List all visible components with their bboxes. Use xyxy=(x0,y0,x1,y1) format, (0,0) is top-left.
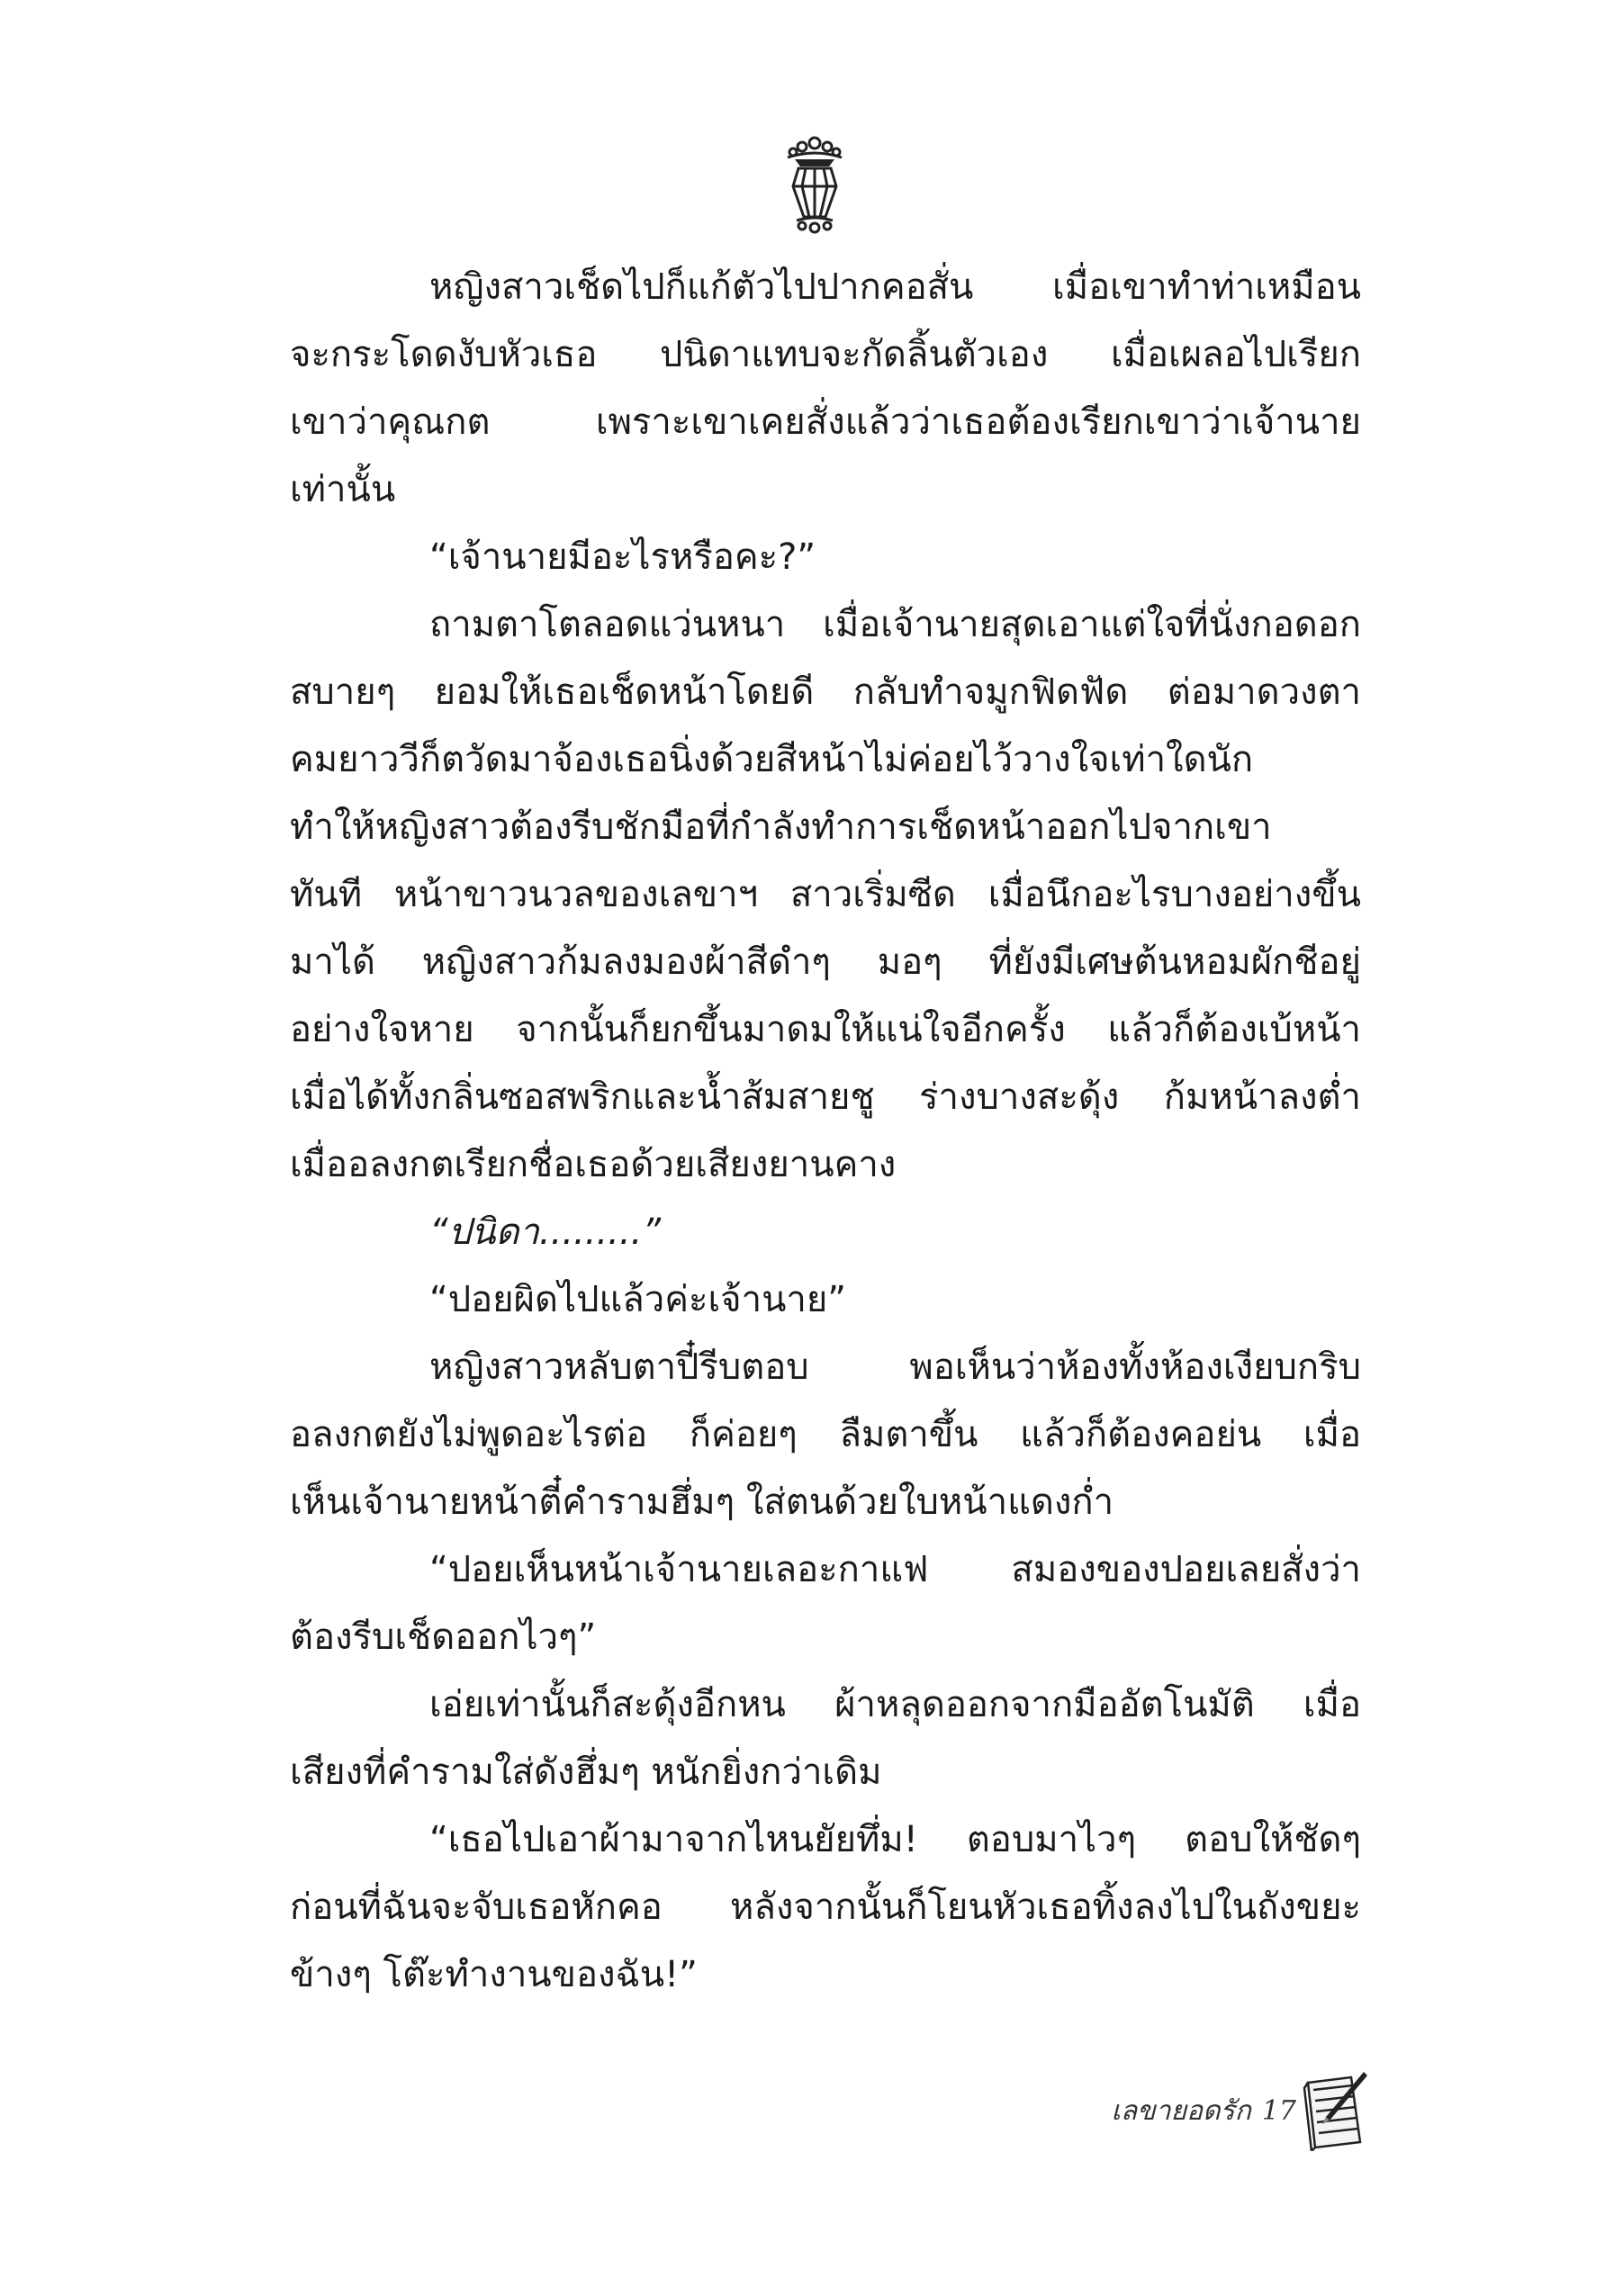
text-line: ถามตาโตลอดแว่นหนา เมื่อเจ้านายสุดเอาแต่ใจที่นั่งกอดอก xyxy=(429,604,1361,645)
page-number: 17 xyxy=(1261,2095,1296,2127)
text-line: เขาว่าคุณกต เพราะเขาเคยสั่งแล้วว่าเธอต้องเรียกเขาว่าเจ้านาย xyxy=(290,401,1361,443)
text-line: เอ่ยเท่านั้นก็สะดุ้งอีกหน ผ้าหลุดออกจากมืออัตโนมัติ เมื่อ xyxy=(429,1684,1361,1725)
text-line: “ปอยผิดไปแล้วค่ะเจ้านาย” xyxy=(429,1279,847,1320)
text-line: เมื่ออลงกตเรียกชื่อเธอด้วยเสียงยานคาง xyxy=(290,1144,897,1185)
text-line: ต้องรีบเช็ดออกไวๆ” xyxy=(290,1616,597,1658)
page-footer xyxy=(1062,2070,1368,2151)
text-line: อย่างใจหาย จากนั้นก็ยกขึ้นมาดมให้แน่ใจอีกครั้ง แล้วก็ต้องเบ้หน้า xyxy=(290,1009,1361,1050)
text-line: สบายๆ ยอมให้เธอเช็ดหน้าโดยดี กลับทำจมูกฟิดฟัด ต่อมาดวงตา xyxy=(290,671,1361,713)
body-text xyxy=(290,254,1361,2009)
text-line: ทำให้หญิงสาวต้องรีบชักมือที่กำลังทำการเช็ดหน้าออกไปจากเขา xyxy=(290,806,1272,848)
book-title: เลขายอดรัก xyxy=(1111,2095,1251,2127)
text-line: ข้างๆ โต๊ะทำงานของฉัน!” xyxy=(290,1954,698,1995)
text-line: “ปนิดา.........” xyxy=(429,1211,662,1253)
text-line: “เจ้านายมีอะไรหรือคะ?” xyxy=(429,536,816,578)
text-line: ก่อนที่ฉันจะจับเธอหักคอ หลังจากนั้นก็โยนหัวเธอทิ้งลงไปในถังขยะ xyxy=(290,1886,1361,1928)
notebook-pen-icon xyxy=(1301,2070,1368,2151)
text-line: อลงกตยังไม่พูดอะไรต่อ ก็ค่อยๆ ลืมตาขึ้น แล้วก็ต้องคอย่น เมื่อ xyxy=(290,1414,1361,1455)
text-line: มาได้ หญิงสาวก้มลงมองผ้าสีดำๆ มอๆ ที่ยังมีเศษต้นหอมผักชีอยู่ xyxy=(290,941,1361,983)
text-line: “ปอยเห็นหน้าเจ้านายเลอะกาแฟ สมองของปอยเลยสั่งว่า xyxy=(429,1549,1361,1590)
lantern-ornament-icon xyxy=(770,131,860,239)
text-line: จะกระโดดงับหัวเธอ ปนิดาแทบจะกัดลิ้นตัวเอง เมื่อเผลอไปเรียก xyxy=(290,334,1361,375)
text-line: หญิงสาวหลับตาปี๋รีบตอบ พอเห็นว่าห้องทั้งห้องเงียบกริบ xyxy=(429,1346,1361,1388)
text-line: คมยาววีก็ตวัดมาจ้องเธอนิ่งด้วยสีหน้าไม่ค่อยไว้วางใจเท่าใดนัก xyxy=(290,739,1254,780)
text-line: ทันที หน้าขาวนวลของเลขาฯ สาวเริ่มซีด เมื่อนึกอะไรบางอย่างขึ้น xyxy=(290,874,1361,915)
text-line: เสียงที่คำรามใส่ดังฮึ่มๆ หนักยิ่งกว่าเดิม xyxy=(290,1751,882,1793)
running-footer xyxy=(1111,2090,1296,2132)
text-line: หญิงสาวเช็ดไปก็แก้ตัวไปปากคอสั่น เมื่อเขาทำท่าเหมือน xyxy=(429,266,1361,308)
text-line: เท่านั้น xyxy=(290,469,396,510)
text-line: เห็นเจ้านายหน้าตี๋คำรามฮึ่มๆ ใส่ตนด้วยใบหน้าแดงก่ำ xyxy=(290,1481,1114,1523)
text-line: เมื่อได้ทั้งกลิ่นซอสพริกและน้ำส้มสายชู ร่างบางสะดุ้ง ก้มหน้าลงต่ำ xyxy=(290,1076,1361,1118)
text-line: “เธอไปเอาผ้ามาจากไหนยัยทึ่ม! ตอบมาไวๆ ตอบให้ชัดๆ xyxy=(429,1819,1361,1860)
